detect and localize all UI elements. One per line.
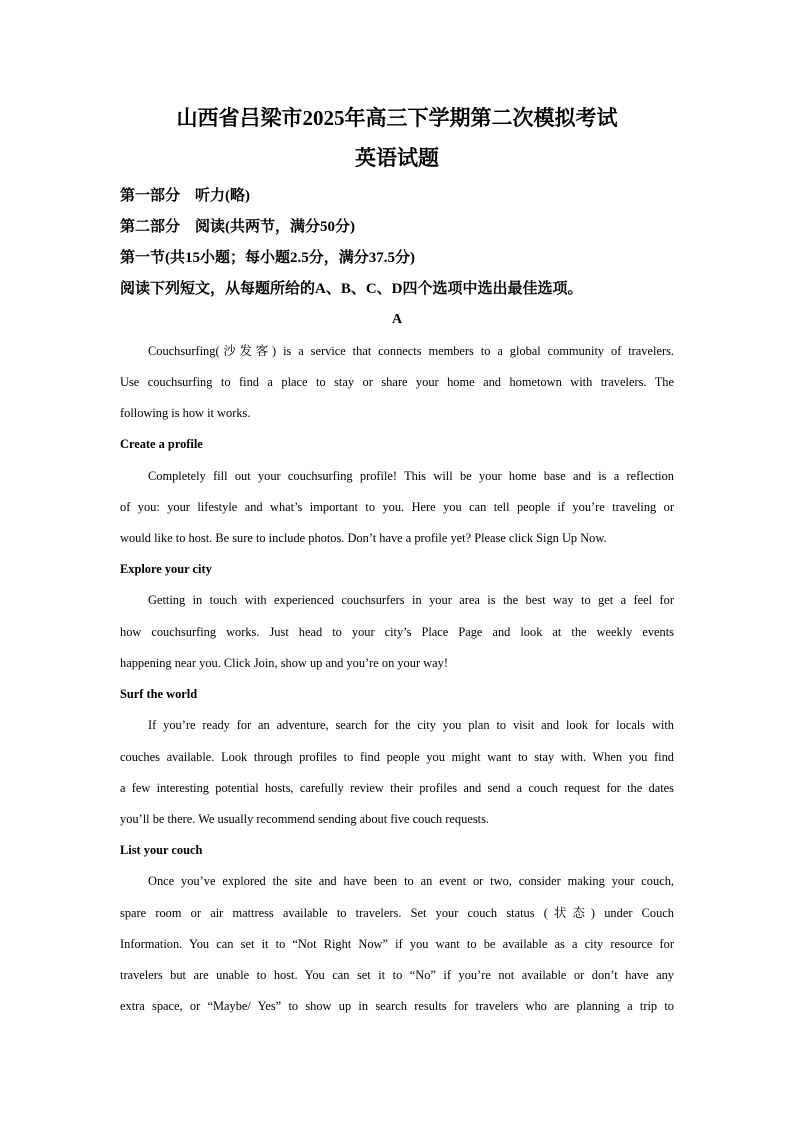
passage-line: spare room or air mattress available to travelers. Set your couch status (状态) under Couch bbox=[120, 906, 674, 920]
subject-title: 英语试题 bbox=[355, 146, 439, 170]
passage-line: happening near you. Click Join, show up and you’re on your way! bbox=[120, 656, 448, 670]
passage-line: of you: your lifestyle and what’s important to you. Here you can tell people if you’re traveling or bbox=[120, 500, 674, 514]
passage-line: Getting in touch with experienced couchsurfers in your area is the best way to get a feel for bbox=[148, 593, 674, 607]
passage-line: If you’re ready for an adventure, search for the city you plan to visit and look for locals with bbox=[148, 718, 674, 732]
passage-line: you’ll be there. We usually recommend sending about five couch requests. bbox=[120, 812, 490, 826]
passage-letter: A bbox=[391, 312, 403, 327]
list-couch-heading: List your couch bbox=[120, 843, 203, 857]
section1-heading: 第一节(共15小题；每小题2.5分，满分37.5分) bbox=[120, 250, 415, 266]
surf-world-heading: Surf the world bbox=[120, 687, 198, 701]
part2-heading: 第二部分 阅读(共两节，满分50分) bbox=[120, 219, 355, 235]
passage-line: Once you’ve explored the site and have been to an event or two, consider making your couch, bbox=[148, 874, 674, 888]
explore-city-heading: Explore your city bbox=[120, 562, 212, 576]
create-profile-heading: Create a profile bbox=[120, 437, 203, 451]
passage-line: following is how it works. bbox=[120, 406, 251, 420]
passage-line: travelers but are unable to host. You can set it to “No” if you’re not available or don’t have any bbox=[120, 968, 674, 982]
passage-line: Completely fill out your couchsurfing profile! This will be your home base and is a reflection bbox=[148, 469, 674, 483]
passage-line: a few interesting potential hosts, carefully review their profiles and send a couch request for the dates bbox=[120, 781, 674, 795]
passage-line: extra space, or “Maybe/ Yes” to show up in search results for travelers who are planning a trip to bbox=[120, 999, 674, 1013]
passage-line: Couchsurfing(沙发客) is a service that connects members to a global community of travelers. bbox=[148, 344, 674, 358]
passage-line: Information. You can set it to “Not Right Now” if you want to be available as a city resource for bbox=[120, 937, 674, 951]
passage-line: couches available. Look through profiles to find people you might want to stay with. When you find bbox=[120, 750, 674, 764]
passage-line: how couchsurfing works. Just head to your city’s Place Page and look at the weekly events bbox=[120, 625, 674, 639]
instruction-text: 阅读下列短文，从每题所给的A、B、C、D四个选项中选出最佳选项。 bbox=[120, 281, 583, 297]
exam-title: 山西省吕梁市2025年高三下学期第二次模拟考试 bbox=[176, 106, 618, 130]
part1-heading: 第一部分 听力(略) bbox=[120, 188, 250, 204]
passage-line: Use couchsurfing to find a place to stay or share your home and hometown with travelers. The bbox=[120, 375, 674, 389]
passage-line: would like to host. Be sure to include photos. Don’t have a profile yet? Please click Sign Up Now. bbox=[120, 531, 607, 545]
